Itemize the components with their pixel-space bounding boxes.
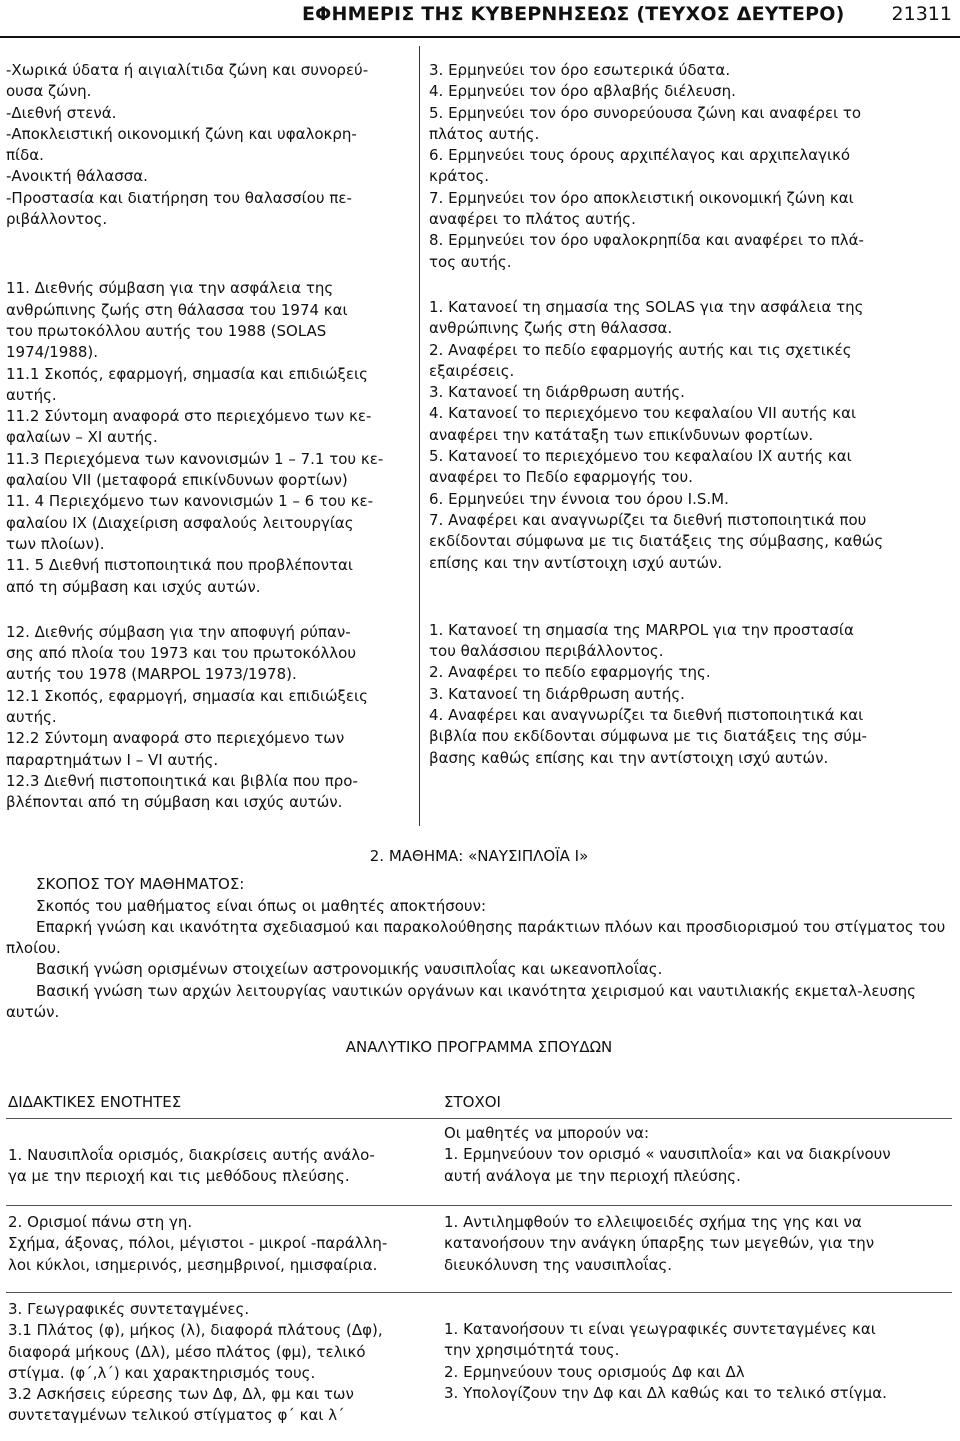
text-line: αυτής του 1978 (MARPOL 1973/1978). [6,665,297,684]
text-line: 3. Κατανοεί τη διάρθρωση αυτής. [429,684,685,703]
text-line: 1. Αντιλημφθούν το ελλειψοειδές σχήμα της γης και να [444,1213,862,1231]
text-line: 11. Διεθνής σύμβαση για την ασφάλεια της [6,279,334,298]
unit-cell [8,1299,418,1427]
text-line: 5. Ερμηνεύει τον όρο συνορεύουσα ζώνη και αναφέρει το [429,103,862,122]
header-rule [0,36,960,38]
text-line: εξαιρέσεις. [429,361,515,380]
page-header [0,0,960,40]
text-line: ουσα ζώνη. [6,82,92,101]
text-line: 3. Υπολογίζουν την Δφ και Δλ καθώς και το τελικό στίγμα. [444,1383,887,1402]
spacer [429,574,954,620]
text-line: 12.2 Σύντομη αναφορά στο περιεχόμενο των [6,729,345,748]
purpose-heading: ΣΚΟΠΟΣ ΤΟΥ ΜΑΘΗΜΑΤΟΣ: [36,875,245,894]
goal-cell [444,1319,954,1404]
text-line: από τη σύμβαση και ισχύς αυτών. [6,577,261,596]
text-line: 7. Αναφέρει και αναγνωρίζει τα διεθνή πιστοποιητικά που [429,510,867,529]
text-line: 12.3 Διεθνή πιστοποιητικά και βιβλία που προ- [6,771,358,790]
text-line: 3. Κατανοεί τη διάρθρωση αυτής. [429,383,685,402]
text-line: 3.2 Ασκήσεις εύρεσης των Δφ, Δλ, φμ και των [8,1385,354,1404]
text-line: 4. Αναφέρει και αναγνωρίζει τα διεθνή πιστοποιητικά και [429,706,864,725]
text-line: διαφορά μήκους (Δλ), μέσο πλάτος (φμ), τελικό [8,1342,366,1361]
text-line: 3. Γεωγραφικές συντεταγμένες. [8,1300,250,1318]
text-line: 11. 5 Διεθνή πιστοποιητικά που προβλέπονται [6,556,353,575]
text-line: 12.1 Σκοπός, εφαρμογή, σημασία και επιδιώξεις [6,686,368,705]
text-line: φαλαίου VII (μεταφορά επικίνδυνων φορτίων) [6,471,348,490]
text-line: 1. Κατανοεί τη σημασία της SOLAS για την ασφάλεια της [429,297,864,316]
text-line: βασης καθώς επίσης και την αντίστοιχη ισχύ αυτών. [429,748,829,767]
left-column [6,60,411,814]
text-line: -Διεθνή στενά. [6,103,117,122]
text-line: 3.1 Πλάτος (φ), μήκος (λ), διαφορά πλάτους (Δφ), [8,1321,383,1340]
purpose-intro: Σκοπός του μαθήματος είναι όπως οι μαθητές αποκτήσουν: [36,896,487,915]
spacer [429,273,954,297]
text-line: Σχήμα, άξονας, πόλοι, μέγιστοι - μικροί -παράλλη- [8,1234,388,1253]
text-line: 11.2 Σύντομη αναφορά στο περιεχόμενο των κε- [6,407,372,426]
program-title: ΑΝΑΛΥΤΙΚΟ ΠΡΟΓΡΑΜΜΑ ΣΠΟΥΔΩΝ [345,1038,613,1057]
table-row [6,1118,952,1205]
gazette-title: ΕΦΗΜΕΡΙΣ ΤΗΣ ΚΥΒΕΡΝΗΣΕΩΣ (ΤΕΥΧΟΣ ΔΕΥΤΕΡΟ) [302,3,845,25]
spacer [6,598,411,622]
text-line: 4. Ερμηνεύει τον όρο αβλαβής διέλευση. [429,82,736,101]
text-line: των πλοίων). [6,534,105,553]
text-line: λοι κύκλοι, ισημερινός, μεσημβρινοί, ημισφαίρια. [8,1255,378,1274]
text-line: 7. Ερμηνεύει τον όρο αποκλειστική οικονομική ζώνη και [429,188,854,207]
column-divider [419,46,420,826]
purpose-item: Βασική γνώση των αρχών λειτουργίας ναυτικών οργάνων και ικανότητα χειρισμού και ναυτιλιακής εκμεταλ-λευσης αυτών. [6,981,916,1022]
marpol-section [6,622,411,814]
text-line: 1. Ερμηνεύουν τον ορισμό « ναυσιπλοΐα» και να διακρίνουν [444,1145,891,1164]
text-line: 6. Ερμηνεύει την έννοια του όρου I.S.M. [429,489,729,508]
text-line: 2. Ορισμοί πάνω στη γη. [8,1213,193,1231]
text-line: ανθρώπινης ζωής στη θάλασσα του 1974 και [6,300,348,319]
text-line: πίδα. [6,146,44,165]
text-line: -Αποκλειστική οικονομική ζώνη και υφαλοκρη- [6,124,357,143]
text-line: 3. Ερμηνεύει τον όρο εσωτερικά ύδατα. [429,61,731,79]
text-line: την χρησιμότητά τους. [444,1341,620,1360]
text-line: τος αυτής. [429,252,512,271]
sea-zones-list [6,60,411,230]
text-line: παραρτημάτων Ι – VI αυτής. [6,750,219,769]
text-line: -Προστασία και διατήρηση του θαλασσίου πε- [6,188,352,207]
goal-cell [444,1123,954,1187]
marpol-goals [429,620,954,769]
purpose-item: Επαρκή γνώση και ικανότητα σχεδιασμού και παρακολούθησης παράκτιων πλόων και προσδιορισμού του στίγματος του πλοίου. [6,917,946,958]
text-line: 1. Ναυσιπλοΐα ορισμός, διακρίσεις αυτής ανάλο- [8,1146,375,1164]
table-header-row [6,1082,952,1118]
column-header-goals: ΣΤΟΧΟΙ [444,1093,501,1111]
text-line: αυτή ανάλογα με την περιοχή πλεύσης. [444,1166,741,1185]
lesson-section [6,846,952,1059]
column-header-units: ΔΙΔΑΚΤΙΚΕΣ ΕΝΟΤΗΤΕΣ [8,1093,182,1111]
right-column [429,60,954,769]
text-line: κατανοήσουν την ανάγκη ύπαρξης των μεγεθών, για την [444,1234,875,1253]
text-line: εκδίδονται σύμφωνα με τις διατάξεις της σύμβασης, καθώς [429,532,884,551]
text-line: -Χωρικά ύδατα ή αιγιαλίτιδα ζώνη και συνορεύ- [6,61,369,79]
text-line: ανθρώπινης ζωής στη θάλασσα. [429,319,673,338]
purpose-item: Βασική γνώση ορισμένων στοιχείων αστρονομικής ναυσιπλοΐας και ωκεανοπλοΐας. [36,960,663,979]
text-line: διευκόλυνση της ναυσιπλοΐας. [444,1255,673,1274]
text-line: 8. Ερμηνεύει τον όρο υφαλοκρηπίδα και αναφέρει το πλά- [429,231,864,250]
text-line: φαλαίου IX (Διαχείριση ασφαλούς λειτουργίας [6,513,354,532]
unit-cell [8,1145,418,1188]
text-line: αυτής. [6,708,57,727]
text-line: κράτος. [429,167,490,186]
text-line: βιβλία που εκδίδονται σύμφωνα με τις διατάξεις της σύμ- [429,727,867,746]
unit-cell [8,1212,418,1276]
text-line: 11.3 Περιεχόμενα των κανονισμών 1 – 7.1 του κε- [6,449,384,468]
text-line: -Ανοικτή θάλασσα. [6,167,148,186]
syllabus-table [6,1082,952,1441]
text-line: 2. Ερμηνεύουν τους ορισμούς Δφ και Δλ [444,1362,745,1381]
text-line: 6. Ερμηνεύει τους όρους αρχιπέλαγος και αρχιπελαγικό [429,146,851,165]
text-line: πλάτος αυτής. [429,124,540,143]
text-line: 1. Κατανοεί τη σημασία της MARPOL για την προστασία [429,620,854,639]
text-line: 11.1 Σκοπός, εφαρμογή, σημασία και επιδιώξεις [6,364,368,383]
text-line: αναφέρει την κατάταξη των επικίνδυνων φορτίων. [429,425,814,444]
text-line: φαλαίων – XI αυτής. [6,428,158,447]
text-line: του θαλάσσιου περιβάλλοντος. [429,642,664,661]
solas-section [6,278,411,597]
text-line: 12. Διεθνής σύμβαση για την αποφυγή ρύπαν- [6,622,351,641]
text-line: 2. Αναφέρει το πεδίο εφαρμογής αυτής και τις σχετικές [429,340,852,359]
text-line: αυτής. [6,385,57,404]
text-line: αναφέρει το Πεδίο εφαρμογής του. [429,468,693,487]
text-line: 4. Κατανοεί το περιεχόμενο του κεφαλαίου VII αυτής και [429,404,857,423]
text-line: στίγμα. (φ΄,λ΄) και χαρακτηρισμός τους. [8,1363,316,1382]
table-row [6,1205,952,1292]
text-line: αναφέρει το πλάτος αυτής. [429,210,636,229]
text-line: σης από πλοία του 1973 και του πρωτοκόλλου [6,644,357,663]
text-line: 5. Κατανοεί το περιεχόμενο του κεφαλαίου IX αυτής και [429,447,852,466]
text-line: 2. Αναφέρει το πεδίο εφαρμογής της. [429,663,711,682]
text-line: ριβάλλοντος. [6,210,108,229]
text-line: 1. Κατανοήσουν τι είναι γεωγραφικές συντεταγμένες και [444,1320,876,1338]
text-line: 11. 4 Περιεχόμενο των κανονισμών 1 – 6 του κε- [6,492,373,511]
text-line: 1974/1988). [6,343,99,362]
text-line: συντεταγμένων τελικού στίγματος φ΄ και λ΄ [8,1406,345,1425]
solas-goals [429,297,954,574]
spacer [6,230,411,278]
goal-cell [444,1212,954,1276]
page-number: 21311 [891,3,952,25]
lesson-title: 2. ΜΑΘΗΜΑ: «ΝΑΥΣΙΠΛΟΪΑ Ι» [369,847,589,865]
text-line: γα με την περιοχή και τις μεθόδους πλεύσης. [8,1167,350,1186]
text-line: του πρωτοκόλλου αυτής του 1988 (SOLAS [6,321,327,340]
text-line: επίσης και την αντίστοιχη ισχύ αυτών. [429,553,723,572]
text-line: Οι μαθητές να μπορούν να: [444,1124,650,1142]
text-line: βλέπονται από τη σύμβαση και ισχύς αυτών. [6,793,343,812]
table-row [6,1292,952,1441]
terms-list [429,60,954,273]
